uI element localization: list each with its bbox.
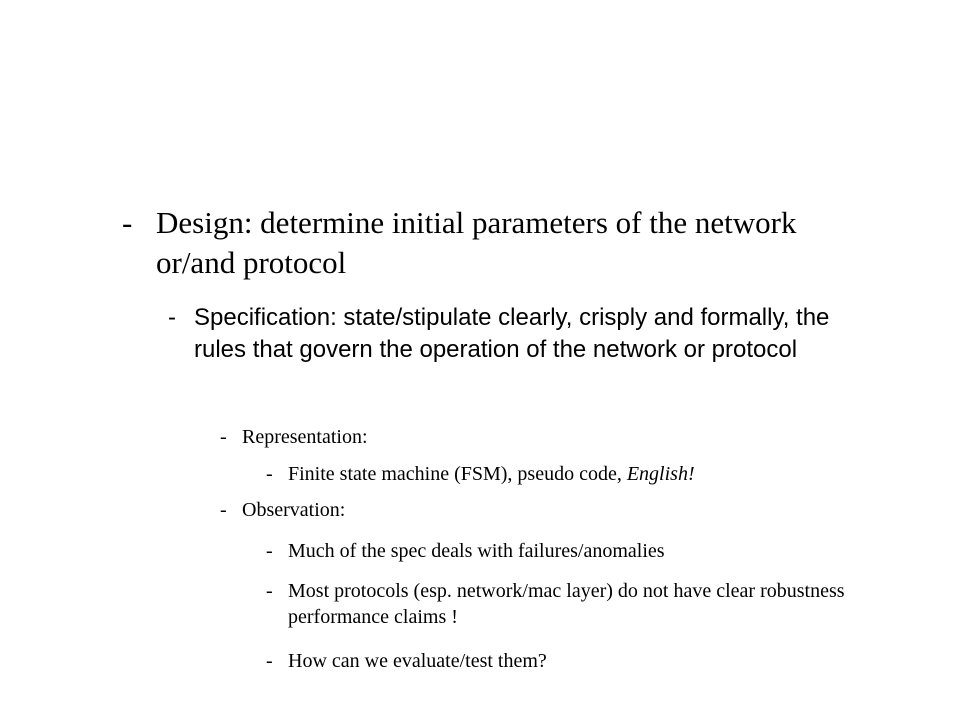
bullet-dash: - [266,650,273,672]
bullet-observation [220,497,820,523]
bullet-specification [168,302,858,366]
bullet-dash: - [266,540,273,562]
bullet-dash: - [220,499,227,521]
bullet-observation-text: Observation: [242,499,346,521]
bullet-specification-text: Specification: state/stipulate clearly, crisply and formally, the rules that govern the operation of the network or protocol [194,304,830,363]
bullet-evaluate-text: How can we evaluate/test them? [288,650,547,672]
bullet-fsm-italic: English! [626,463,695,485]
bullet-dash: - [168,304,176,331]
bullet-fsm-text [288,461,886,487]
bullet-fsm-plain: Finite state machine (FSM), pseudo code, [288,463,627,485]
bullet-failures [266,538,886,564]
bullet-robustness-text: Most protocols (esp. network/mac layer) do not have clear robustness performance claims ! [288,580,845,628]
bullet-dash: - [122,205,133,240]
bullet-failures-text: Much of the spec deals with failures/anomalies [288,540,665,562]
bullet-representation [220,424,820,450]
bullet-dash: - [266,463,273,485]
bullet-fsm [266,461,886,487]
bullet-dash: - [220,426,227,448]
bullet-robustness [266,578,866,630]
bullet-design [122,203,822,283]
bullet-representation-text: Representation: [242,426,368,448]
bullet-evaluate [266,648,886,674]
bullet-design-text: Design: determine initial parameters of the network or/and protocol [156,205,797,280]
bullet-dash: - [266,580,273,602]
